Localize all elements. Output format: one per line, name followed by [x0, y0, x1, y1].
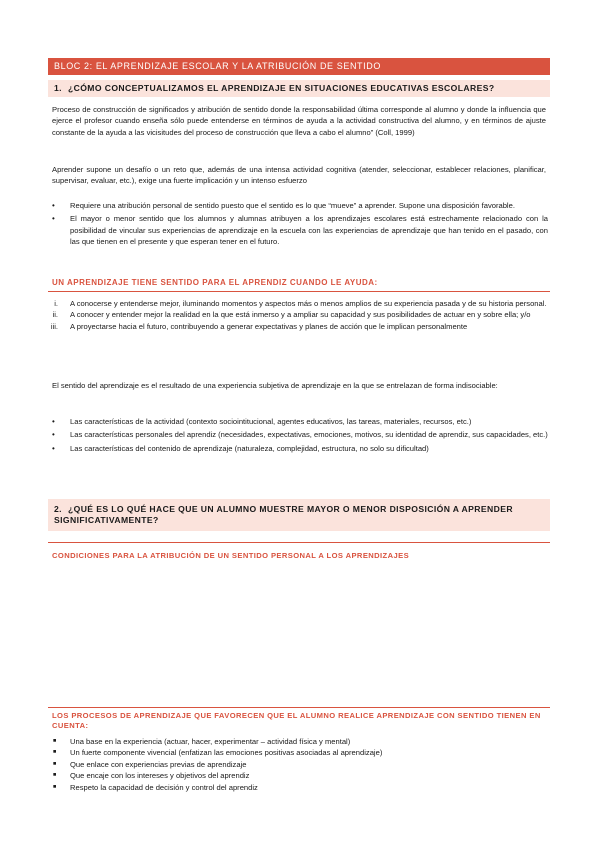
bloc-header	[48, 58, 550, 75]
sentido-block	[48, 277, 550, 292]
sentido-list	[48, 298, 550, 332]
list-item: ■ Que encaje con los intereses y objetivos del aprendiz	[48, 770, 550, 781]
list-item-text: A conocerse y entenderse mejor, iluminando momentos y aspectos más o menos amplios de su experiencia pasada y de su historia personal.	[70, 299, 547, 308]
list-item: • Las características del contenido de aprendizaje (naturaleza, complejidad, estructura, no solo su dificultad)	[48, 443, 550, 454]
section-2-number: 2.	[54, 504, 62, 514]
bloc-header-text: BLOC 2: EL APRENDIZAJE ESCOLAR Y LA ATRIBUCIÓN DE SENTIDO	[48, 58, 550, 75]
list-item	[48, 309, 550, 320]
list-item-text: A proyectarse hacia el futuro, contribuyendo a generar expectativas y planes de acción que le implican personalmente	[70, 321, 468, 331]
condiciones-title: CONDICIONES PARA LA ATRIBUCIÓN DE UN SENTIDO PERSONAL A LOS APRENDIZAJES	[48, 542, 550, 563]
list-item: ■ Un fuerte componente vivencial (enfatizan las emociones positivas asociadas al aprendizaje)	[48, 747, 550, 758]
section-1-header	[48, 80, 550, 97]
list-marker: i.	[54, 299, 58, 308]
sentido-paragraph	[48, 380, 550, 391]
section-1-title: ¿CÓMO CONCEPTUALIZAMOS EL APRENDIZAJE EN SITUACIONES EDUCATIVAS ESCOLARES?	[67, 83, 495, 93]
quote-text: Proceso de construcción de significados y atribución de sentido donde la responsabilidad última corresponde al alumno y donde la influencia que ejerce el profesor cuando enseña sólo puede entenderse en términos de ayuda a la actividad constructiva del alumno, y en términos de ajuste constante de la ayuda a las vicisitudes del proceso de construcción que lleva a cabo el alumno” (Coll, 1999)	[52, 105, 546, 137]
paragraph-text: El sentido del aprendizaje es el resultado de una experiencia subjetiva de aprendizaje en la que se entrelazan de forma indisociable:	[52, 381, 498, 390]
procesos-list	[48, 736, 550, 793]
section-2-title: ¿QUÉ ES LO QUÉ HACE QUE UN ALUMNO MUESTRE MAYOR O MENOR DISPOSICIÓN A APRENDER SIGNIFICATIVAMENTE?	[54, 504, 513, 525]
list-item: • El mayor o menor sentido que los alumnos y alumnas atribuyen a los aprendizajes escolares está estrechamente relacionado con la posibilidad de vincular sus experiencias de aprendizaje en la escuela con las experiencias de aprendizaje que han tenido en el pasado, con las que tienen en el presente y que esperan tener en el futuro.	[48, 213, 550, 247]
section-1-number: 1.	[54, 83, 62, 93]
list-item	[48, 298, 550, 309]
section-1-bullets	[48, 200, 550, 248]
condiciones-block	[48, 542, 550, 563]
list-item: • Las características personales del aprendiz (necesidades, expectativas, emociones, motivos, su identidad de aprendiz, sus capacidades, etc.)	[48, 429, 550, 440]
section-1-paragraph	[48, 164, 550, 187]
procesos-block	[48, 707, 550, 733]
list-marker: ii.	[52, 310, 58, 320]
list-item: • Las características de la actividad (contexto sociointitucional, agentes educativos, las tareas, materiales, recursos, etc.)	[48, 416, 550, 427]
list-item: ■ Respeto la capacidad de decisión y control del aprendiz	[48, 782, 550, 793]
sentido-bullets	[48, 416, 550, 454]
list-item: • Requiere una atribución personal de sentido puesto que el sentido es lo que “mueve” a aprender. Supone una disposición favorable.	[48, 200, 550, 211]
section-2-header	[48, 499, 550, 531]
list-marker: iii.	[50, 321, 58, 331]
list-item	[48, 321, 550, 332]
paragraph-text: Aprender supone un desafío o un reto que, además de una intensa actividad cognitiva (atender, seleccionar, establecer relaciones, planificar, supervisar, evaluar, etc.), exige una fuerte implicación y un intenso esfuerzo	[52, 165, 546, 186]
section-1-quote	[48, 104, 550, 138]
list-item-text: A conocer y entender mejor la realidad en la que está inmerso y a ampliar su capacidad y sus posibilidades de actuar en y sobre ella; y/o	[70, 310, 531, 320]
sentido-title: UN APRENDIZAJE TIENE SENTIDO PARA EL APRENDIZ CUANDO LE AYUDA:	[48, 277, 550, 292]
list-item: ■ Una base en la experiencia (actuar, hacer, experimentar – actividad física y mental)	[48, 736, 550, 747]
procesos-title: LOS PROCESOS DE APRENDIZAJE QUE FAVORECEN QUE EL ALUMNO REALICE APRENDIZAJE CON SENTIDO TIENEN EN CUENTA:	[48, 707, 550, 733]
list-item: ■ Que enlace con experiencias previas de aprendizaje	[48, 759, 550, 770]
